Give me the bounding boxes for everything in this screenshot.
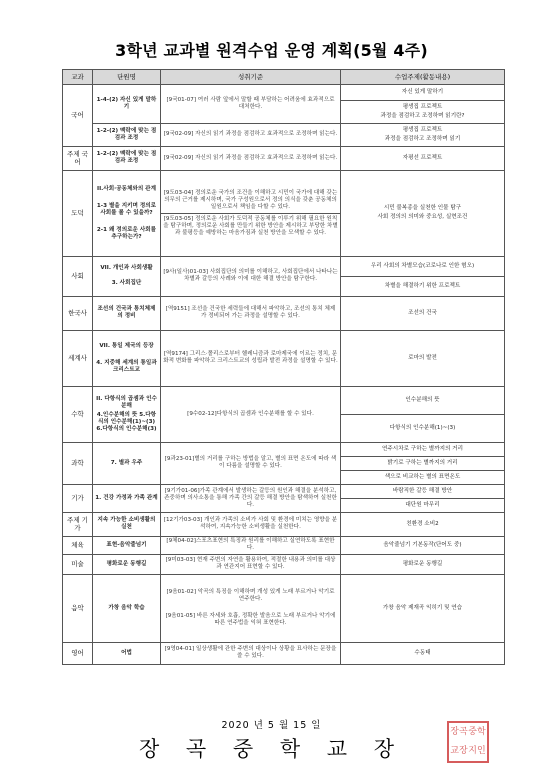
topic-cell: 조선의 건국 xyxy=(341,296,505,330)
table-row xyxy=(63,256,505,276)
table-row xyxy=(63,296,505,330)
unit-cell: 1-2-(2) 맥락에 맞는 점검과 조정 xyxy=(93,123,161,146)
standard-cell: [역9151] 조선을 건국한 세력들에 대해서 파악하고, 조선의 통치 체제가 정비되어 가는 과정을 설명할 수 있다. xyxy=(161,296,341,330)
standard-cell: [9국02-09] 자신의 읽기 과정을 점검하고 효과적으로 조정하며 읽는다. xyxy=(161,123,341,146)
subject-english: 영어 xyxy=(63,642,93,664)
official-seal xyxy=(447,721,489,763)
topic-cell: 인수분해의 뜻 xyxy=(341,386,505,414)
unit-line: II.사회·공동체와의 관계 xyxy=(97,185,156,192)
topic-cell: 수동태 xyxy=(341,642,505,664)
subject-world-history: 세계사 xyxy=(63,330,93,386)
topic-cell: 다항식의 인수분해(1)~(3) xyxy=(341,414,505,442)
table-row xyxy=(63,512,505,536)
standard-line: [9도03-04] 정의로운 국가의 조건을 이해하고 시민이 국가에 대해 갖는 의무의 근거를 제시하며, 국가 구성원으로서 정의 의식을 갖춘 공동체의 일원으로서 책임을 다할 수 있다. xyxy=(163,189,338,210)
subject-korean-history: 한국사 xyxy=(63,296,93,330)
subject-korean: 국어 xyxy=(63,85,93,147)
topic-line: 시민 불복종을 실천한 인물 탐구 xyxy=(383,205,462,212)
subject-art: 미술 xyxy=(63,554,93,574)
topic-cell: 대단원 마무리 xyxy=(341,498,505,512)
table-row xyxy=(63,574,505,642)
table-row xyxy=(63,554,505,574)
header-subject: 교과 xyxy=(63,70,93,85)
topic-cell: 밝기로 구하는 별까지의 거리 xyxy=(341,456,505,470)
topic-cell: 연주시차로 구하는 별까지의 거리 xyxy=(341,442,505,456)
topic-cell: 친환경 소비2 xyxy=(341,512,505,536)
standard-cell: [9국01-07] 여러 사람 앞에서 말할 때 부담하는 어려움에 효과적으로 대처한다. xyxy=(161,85,341,124)
unit-cell: 가창 음악 학습 xyxy=(93,574,161,642)
unit-line: 2-1 왜 정의로운 사회를 추구하는가? xyxy=(96,226,157,240)
standard-cell: [12기가03-03] 개인과 가족의 소비가 사회 및 환경에 미치는 영향을 분석하여, 지속가능한 소비생활을 실천한다. xyxy=(161,512,341,536)
table-row xyxy=(63,123,505,146)
table-header-row xyxy=(63,70,505,85)
seal-text: 지인 xyxy=(468,746,486,756)
standard-cell: [9사(일사)01-03] 사회집단의 의미를 이해하고, 사회집단에서 나타나는 차별과 갈등의 사례와 이에 대한 해결 방안을 탐구한다. xyxy=(161,256,341,296)
unit-cell: 1. 건강 가정과 가족 관계 xyxy=(93,484,161,512)
document-title: 3학년 교과별 원격수업 운영 계획(5월 4주) xyxy=(115,41,428,60)
unit-cell: 표현-음악줄넘기 xyxy=(93,536,161,554)
subject-science: 과학 xyxy=(63,442,93,484)
lesson-plan-table xyxy=(62,69,505,665)
unit-line: VII. 통일 제국의 등장 xyxy=(99,342,154,349)
topic-cell: 자신 있게 말하기 xyxy=(341,85,505,101)
standard-cell: [9국02-09] 자신의 읽기 과정을 점검하고 효과적으로 조정하며 읽는다. xyxy=(161,146,341,170)
standard-cell: [9체04-02]스포츠표현의 특징과 원리를 이해하고 실연하도록 표현한다. xyxy=(161,536,341,554)
topic-cell: 평화로운 동행길 xyxy=(341,554,505,574)
standard-cell: [9수02-12]다항식의 곱셈과 인수분해를 할 수 있다. xyxy=(161,386,341,442)
header-unit: 단원명 xyxy=(93,70,161,85)
seal-text: 중학 xyxy=(468,727,486,737)
seal-text: 교장 xyxy=(450,746,468,756)
subject-korean-elective: 주제 국어 xyxy=(63,146,93,170)
subject-tech-home: 기가 xyxy=(63,484,93,512)
table-row xyxy=(63,536,505,554)
header-standard: 성취기준 xyxy=(161,70,341,85)
table-row xyxy=(63,85,505,101)
topic-line: 평생집 프로젝트 xyxy=(402,104,443,110)
topic-cell: 음악줄넘기 기본동작(단어도 중) xyxy=(341,536,505,554)
standard-cell xyxy=(161,170,341,256)
topic-cell: 색으로 비교하는 별의 표면온도 xyxy=(341,470,505,484)
seal-text: 장곡 xyxy=(450,727,468,737)
subject-music: 음악 xyxy=(63,574,93,642)
topic-cell: 차별을 해결하기 위한 프로젝트 xyxy=(341,276,505,296)
standard-cell: [역9174] 그리스·폴리스로부터 헬레니즘과 로마제국에 이르는 정치, 문화적 변화를 파악하고 크리스트교의 성립과 발전 과정을 설명할 수 있다. xyxy=(161,330,341,386)
table-row xyxy=(63,146,505,170)
principal-signature: 장 곡 중 학 교 장 xyxy=(138,737,405,761)
standard-line: [9음01-05] 바른 자세와 호흡, 정확한 발음으로 노래 부르거나 악기에 따른 연주법을 익혀 표현한다. xyxy=(165,613,336,627)
topic-cell xyxy=(341,101,505,124)
document-date: 2020 년 5 월 15 일 xyxy=(221,720,322,731)
subject-social: 사회 xyxy=(63,256,93,296)
unit-cell xyxy=(93,170,161,256)
unit-line: 4.인수분해의 뜻 5.다항식의 인수분해(1)~(3) 6.다항식의 인수분해(3) xyxy=(96,411,157,432)
topic-cell: 자평선 프로젝트 xyxy=(341,146,505,170)
standard-line: [9도03-05] 정의로운 사회가 도덕적 공동체를 이루기 위해 필요한 원칙을 탐구하며, 정의로운 사회를 만들기 위한 방안을 제시하고 부당한 차별과 불평등을 예방하는 마음가짐과 실천 방안을 모색할 수 있다. xyxy=(163,215,338,236)
topic-line: 사회 정의의 의미와 중요성, 실현조건 xyxy=(377,214,468,221)
unit-line: 1-3 별을 지키며 정의로 사회를 볼 수 있을까? xyxy=(96,202,157,216)
subject-pe: 체육 xyxy=(63,536,93,554)
unit-cell: 1-2-(2) 맥락에 맞는 점검과 조정 xyxy=(93,146,161,170)
topic-cell: 우리 사회의 차별모습(코로나로 인한 혐오) xyxy=(341,256,505,276)
unit-line: 4. 지중해 세계의 통일과 크리스트교 xyxy=(96,359,157,373)
unit-cell: 지속 가능한 소비생활의 실천 xyxy=(93,512,161,536)
standard-cell: [9과23-01]별의 거리를 구하는 방법을 알고, 별의 표면 온도에 따라 색이 다름을 설명할 수 있다. xyxy=(161,442,341,484)
unit-cell: 어법 xyxy=(93,642,161,664)
unit-line: II. 다항식의 곱셈과 인수분해 xyxy=(96,395,157,409)
standard-cell: [9영04-01] 일상생활에 관한 주변의 대상이나 상황을 묘사하는 문장을 쓸 수 있다. xyxy=(161,642,341,664)
unit-cell: 7. 별과 우주 xyxy=(93,442,161,484)
unit-cell xyxy=(93,330,161,386)
unit-cell: 평화로운 동행길 xyxy=(93,554,161,574)
table-row xyxy=(63,170,505,256)
table-row xyxy=(63,484,505,498)
topic-line: 과정을 점검하고 조정하며 읽기 xyxy=(384,135,461,142)
topic-cell xyxy=(341,123,505,146)
unit-cell: 1-4-(2) 자신 있게 말하기 xyxy=(93,85,161,124)
unit-cell xyxy=(93,386,161,442)
topic-cell: 가창 음악 제재곡 익히기 및 연습 xyxy=(341,574,505,642)
header-topic: 수업주제(활동내용) xyxy=(341,70,505,85)
standard-cell: [9미03-03] 현재 주변의 자연을 활용하여, 적절한 내용과 의미를 대상과 연관지어 표현할 수 있다. xyxy=(161,554,341,574)
topic-cell: 로마의 발전 xyxy=(341,330,505,386)
table-row xyxy=(63,386,505,414)
standard-line: [9음01-02] 악곡의 특징을 이해하며 개성 있게 노래 부르거나 악기로 연주한다. xyxy=(166,589,335,603)
subject-math: 수학 xyxy=(63,386,93,442)
unit-line: 3. 사회집단 xyxy=(111,280,142,287)
unit-cell: 조선의 건국과 통치체제의 정비 xyxy=(93,296,161,330)
subject-ethics: 도덕 xyxy=(63,170,93,256)
unit-cell xyxy=(93,256,161,296)
subject-tech-home-elective: 주제 기가 xyxy=(63,512,93,536)
standard-cell xyxy=(161,574,341,642)
topic-line: 평생집 프로젝트 xyxy=(402,126,443,133)
topic-cell xyxy=(341,170,505,256)
topic-cell: 바람직한 갈등 해결 방안 xyxy=(341,484,505,498)
table-row xyxy=(63,442,505,456)
topic-line: 과정을 점검하고 조정하며 읽기란? xyxy=(380,112,465,119)
table-row xyxy=(63,330,505,386)
standard-cell: [9기가01-06]가족 관계에서 발생하는 갈등의 원인과 해결을 분석하고, 존중하며 의사소통을 통해 가족 간의 갈등 해결 방안을 탐색하여 실천한다. xyxy=(161,484,341,512)
unit-line: VII. 개인과 사회생활 xyxy=(100,265,153,272)
table-row xyxy=(63,642,505,664)
